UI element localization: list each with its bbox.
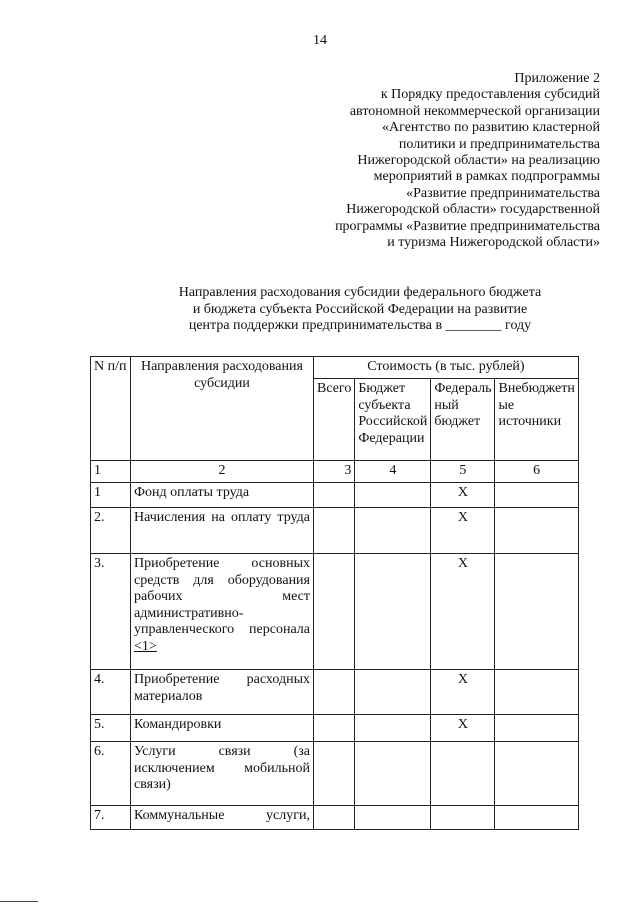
- title-line: Направления расходования субсидии федерального бюджета: [178, 285, 542, 300]
- appendix-line: к Порядку предоставления субсидий: [380, 87, 600, 103]
- row-extrabudgetary: [495, 670, 578, 715]
- appendix-line: Нижегородской области» на реализацию: [357, 153, 600, 169]
- row-subject-budget: [355, 483, 431, 508]
- row-extrabudgetary: [495, 554, 578, 670]
- appendix-line: мероприятий в рамках подпрограммы: [373, 169, 600, 185]
- table-row: [91, 508, 579, 554]
- title-line: и бюджета субъекта Российской Федерации на развитие: [192, 301, 528, 317]
- row-federal-budget: X: [431, 508, 495, 554]
- row-federal-budget: X: [431, 554, 495, 670]
- row-subject-budget: [355, 742, 431, 806]
- index-cell: 6: [495, 461, 578, 483]
- row-subject-budget: [355, 670, 431, 715]
- row-extrabudgetary: [495, 483, 578, 508]
- row-subject-budget: [355, 806, 431, 830]
- table-row: [91, 670, 579, 715]
- appendix-line: автономной некоммерческой организации: [349, 103, 600, 119]
- row-federal-budget: X: [431, 715, 495, 742]
- row-extrabudgetary: [495, 742, 578, 806]
- header-direction: Направления расходования субсидии: [131, 357, 314, 461]
- table-row: [91, 806, 579, 830]
- row-direction: Приобретение расходных материалов: [131, 670, 314, 715]
- table-row: [91, 715, 579, 742]
- table-row: [91, 742, 579, 806]
- row-federal-budget: [431, 806, 495, 830]
- row-subject-budget: [355, 508, 431, 554]
- index-cell: 5: [431, 461, 495, 483]
- header-cost: Стоимость (в тыс. рублей): [314, 357, 579, 379]
- row-direction: Услуги связи (за исключением мобильной связи): [131, 742, 314, 806]
- row-extrabudgetary: [495, 508, 578, 554]
- row-extrabudgetary: [495, 715, 578, 742]
- row-number: 6.: [91, 742, 131, 806]
- row-total: [314, 715, 355, 742]
- row-direction: Приобретение основных средств для оборудования рабочих мест административно-управленческого персонала: [134, 556, 310, 637]
- row-number: 5.: [91, 715, 131, 742]
- row-number: 4.: [91, 670, 131, 715]
- row-total: [314, 742, 355, 806]
- table-row: [91, 554, 579, 670]
- column-index-row: [91, 461, 579, 483]
- row-federal-budget: X: [431, 670, 495, 715]
- row-direction-cell: [131, 554, 314, 670]
- header-total: Всего: [314, 379, 355, 461]
- page-number: 14: [313, 33, 327, 48]
- row-number: 3.: [91, 554, 131, 670]
- row-total: [314, 554, 355, 670]
- row-total: [314, 483, 355, 508]
- table-header-row: [91, 357, 579, 379]
- header-federal-budget: Федераль ный бюджет: [431, 379, 495, 461]
- appendix-line: политики и предпринимательства: [398, 136, 600, 152]
- document-title: [120, 285, 600, 335]
- table-row: [91, 483, 579, 508]
- index-cell: 2: [131, 461, 314, 483]
- row-total: [314, 508, 355, 554]
- title-line: центра поддержки предпринимательства в ________ году: [188, 318, 532, 333]
- footnote-reference[interactable]: <1>: [134, 638, 157, 654]
- expenses-table: [90, 356, 579, 830]
- row-number: 7.: [91, 806, 131, 830]
- row-total: [314, 806, 355, 830]
- header-subject-budget: Бюджет субъекта Российской Федерации: [355, 379, 431, 461]
- index-cell: 3: [314, 461, 355, 483]
- row-direction: Фонд оплаты труда: [131, 483, 314, 508]
- appendix-line: Приложение 2: [514, 71, 600, 86]
- appendix-line: Нижегородской области» государственной: [346, 202, 600, 218]
- appendix-line: «Агентство по развитию кластерной: [382, 120, 600, 136]
- index-cell: 1: [91, 461, 131, 483]
- row-number: 2.: [91, 508, 131, 554]
- scan-edge-line: [0, 901, 38, 902]
- row-subject-budget: [355, 554, 431, 670]
- header-num: N п/п: [91, 357, 131, 461]
- appendix-line: программы «Развитие предпринимательства: [335, 218, 600, 234]
- appendix-line: «Развитие предпринимательства: [406, 185, 600, 201]
- row-federal-budget: [431, 742, 495, 806]
- appendix-line: и туризма Нижегородской области»: [387, 235, 600, 251]
- row-direction: Коммунальные услуги,: [131, 806, 314, 830]
- row-subject-budget: [355, 715, 431, 742]
- row-extrabudgetary: [495, 806, 578, 830]
- row-direction: Начисления на оплату труда: [131, 508, 314, 554]
- row-direction: Командировки: [131, 715, 314, 742]
- appendix-block: [300, 71, 600, 251]
- row-total: [314, 670, 355, 715]
- index-cell: 4: [355, 461, 431, 483]
- row-number: 1: [91, 483, 131, 508]
- row-federal-budget: X: [431, 483, 495, 508]
- header-extrabudgetary: Внебюджетн ые источники: [495, 379, 578, 461]
